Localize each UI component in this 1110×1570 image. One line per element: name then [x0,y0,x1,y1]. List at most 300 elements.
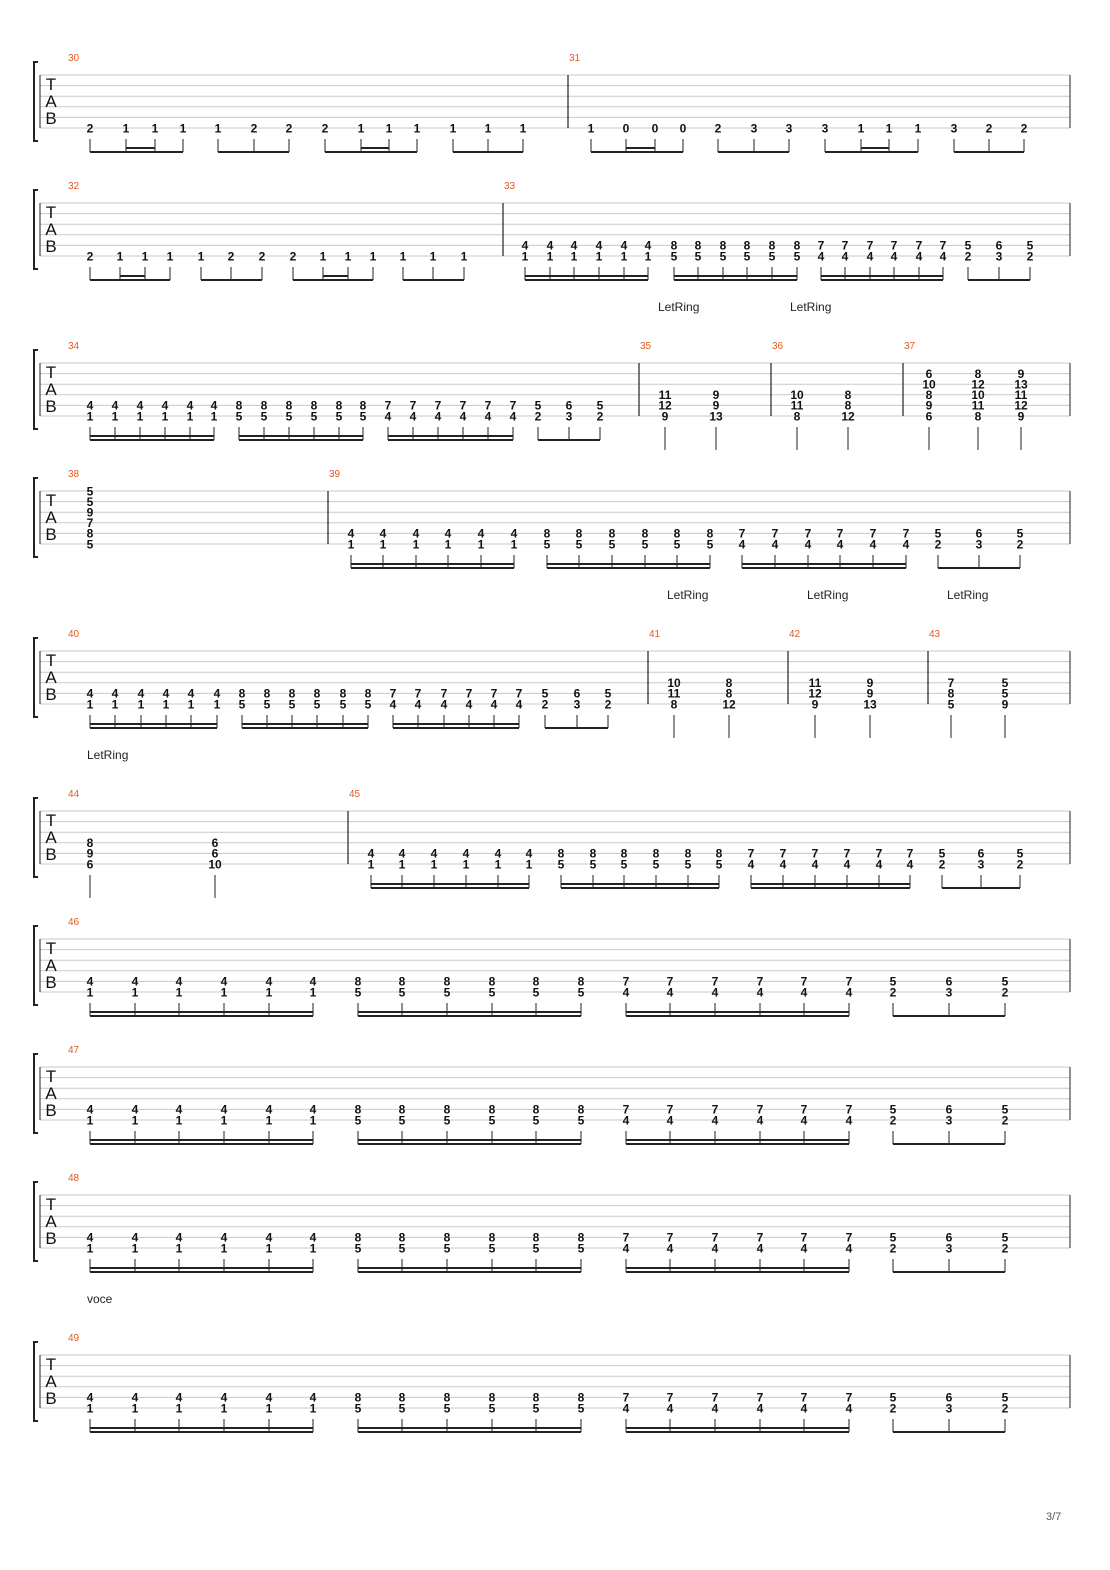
fret-number: 3 [565,409,573,424]
fret-number: 8 [238,686,246,701]
fret-number: 7 [409,398,417,413]
fret-number: 1 [213,697,221,712]
fret-number: 4 [111,398,119,413]
fret-number: 4 [484,409,492,424]
fret-number: 4 [756,985,764,1000]
fret-number: 7 [800,974,808,989]
fret-number: 4 [367,846,375,861]
fret-number: 1 [857,121,865,136]
fret-number: 5 [620,857,628,872]
fret-number: 4 [347,526,355,541]
fret-number: 0 [679,121,687,136]
fret-number: 5 [1016,846,1024,861]
fret-number: 4 [902,537,910,552]
fret-number: 4 [465,697,473,712]
fret-number: 8 [313,686,321,701]
measure-number: 43 [929,629,941,640]
fret-number: 3 [750,121,758,136]
tab-clef-letter: B [45,397,57,416]
tab-clef-letter: T [45,1195,57,1214]
fret-number: 5 [313,697,321,712]
tab-clef-letter: A [45,1372,57,1391]
fret-number: 4 [666,1401,674,1416]
fret-number: 5 [354,1401,362,1416]
fret-number: 7 [875,846,883,861]
fret-number: 5 [398,985,406,1000]
fret-number: 11 [1014,388,1028,403]
fret-number: 7 [845,1230,853,1245]
fret-number: 4 [915,249,923,264]
fret-number: 8 [974,366,982,381]
fret-number: 8 [706,526,714,541]
fret-number: 8 [608,526,616,541]
fret-number: 5 [285,409,293,424]
fret-number: 4 [804,537,812,552]
fret-number: 5 [86,494,94,509]
fret-number: 2 [714,121,722,136]
fret-number: 4 [845,1113,853,1128]
fret-number: 3 [573,697,581,712]
fret-number: 2 [1001,1241,1009,1256]
fret-number: 1 [162,697,170,712]
fret-number: 5 [488,1401,496,1416]
fret-number: 1 [151,121,159,136]
fret-number: 7 [756,1230,764,1245]
fret-number: 5 [488,1113,496,1128]
fret-number: 4 [509,409,517,424]
fret-number: 2 [227,249,235,264]
fret-number: 5 [577,1401,585,1416]
fret-number: 4 [444,526,452,541]
fret-number: 10 [790,388,804,403]
fret-number: 8 [652,846,660,861]
measure-number: 36 [772,341,784,352]
fret-number: 9 [1001,697,1009,712]
fret-number: 4 [521,238,529,253]
fret-number: 4 [186,398,194,413]
fret-number: 4 [666,1241,674,1256]
fret-number: 5 [443,1241,451,1256]
measure-number: 48 [68,1173,80,1184]
fret-number: 5 [1016,526,1024,541]
tab-clef-letter: B [45,845,57,864]
fret-number: 5 [1026,238,1034,253]
fret-number: 11 [667,686,681,701]
fret-number: 8 [86,836,94,851]
fret-number: 7 [711,1390,719,1405]
fret-number: 7 [389,686,397,701]
fret-number: 1 [166,249,174,264]
fret-number: 4 [711,985,719,1000]
fret-number: 8 [725,686,733,701]
system-bracket [34,62,38,141]
fret-number: 5 [604,686,612,701]
fret-number: 5 [541,686,549,701]
fret-number: 8 [263,686,271,701]
fret-number: 0 [622,121,630,136]
fret-number: 3 [945,1113,953,1128]
fret-number: 4 [86,686,94,701]
fret-number: 1 [885,121,893,136]
fret-number: 5 [443,985,451,1000]
fret-number: 7 [804,526,812,541]
fret-number: 5 [577,985,585,1000]
fret-number: 11 [658,388,672,403]
fret-number: 8 [354,1230,362,1245]
fret-number: 6 [995,238,1003,253]
fret-number: 6 [945,1390,953,1405]
fret-number: 2 [1020,121,1028,136]
fret-number: 1 [197,249,205,264]
fret-number: 4 [414,697,422,712]
fret-number: 1 [220,1241,228,1256]
fret-number: 4 [398,846,406,861]
fret-number: 8 [398,1102,406,1117]
fret-number: 5 [86,484,94,499]
fret-number: 4 [756,1241,764,1256]
fret-number: 8 [354,974,362,989]
fret-number: 4 [434,409,442,424]
fret-number: 5 [964,238,972,253]
tab-clef-letter: T [45,651,57,670]
fret-number: 5 [706,537,714,552]
fret-number: 3 [945,1401,953,1416]
fret-number: 2 [964,249,972,264]
fret-number: 2 [889,985,897,1000]
fret-number: 6 [977,846,985,861]
fret-number: 11 [808,676,822,691]
fret-number: 1 [519,121,527,136]
fret-number: 1 [136,409,144,424]
fret-number: 5 [398,1241,406,1256]
fret-number: 4 [510,526,518,541]
tab-clef-letter: A [45,1084,57,1103]
fret-number: 4 [309,974,317,989]
system-bracket [34,1342,38,1421]
fret-number: 8 [694,238,702,253]
fret-number: 5 [532,1241,540,1256]
fret-number: 2 [86,121,94,136]
fret-number: 12 [1014,398,1028,413]
fret-number: 5 [715,857,723,872]
fret-number: 1 [210,409,218,424]
fret-number: 7 [484,398,492,413]
fret-number: 1 [462,857,470,872]
fret-number: 5 [260,409,268,424]
fret-number: 1 [86,985,94,1000]
fret-number: 8 [532,974,540,989]
fret-number: 1 [309,1113,317,1128]
fret-number: 7 [666,1230,674,1245]
fret-number: 5 [1001,1230,1009,1245]
fret-number: 8 [589,846,597,861]
fret-number: 6 [945,1230,953,1245]
measure-number: 34 [68,341,80,352]
fret-number: 5 [673,537,681,552]
fret-number: 1 [111,697,119,712]
fret-number: 4 [86,1230,94,1245]
fret-number: 6 [925,409,933,424]
fret-number: 13 [863,697,877,712]
fret-number: 8 [620,846,628,861]
system-bracket [34,1182,38,1261]
fret-number: 4 [462,846,470,861]
fret-number: 2 [985,121,993,136]
fret-number: 1 [347,537,355,552]
fret-number: 4 [459,409,467,424]
tab-clef-letter: A [45,1212,57,1231]
measure-number: 37 [904,341,916,352]
system-bracket [34,350,38,429]
fret-number: 8 [793,238,801,253]
fret-number: 7 [459,398,467,413]
fret-number: 6 [211,846,219,861]
fret-number: 12 [841,409,855,424]
fret-number: 5 [398,1401,406,1416]
fret-number: 11 [971,398,985,413]
fret-number: 4 [265,1230,273,1245]
fret-number: 8 [974,409,982,424]
fret-number: 1 [399,249,407,264]
fret-number: 4 [131,1390,139,1405]
fret-number: 2 [889,1113,897,1128]
fret-number: 1 [412,537,420,552]
fret-number: 5 [443,1401,451,1416]
fret-number: 4 [666,1113,674,1128]
fret-number: 8 [577,1390,585,1405]
fret-number: 8 [359,398,367,413]
fret-number: 4 [136,398,144,413]
tab-clef-letter: T [45,203,57,222]
fret-number: 4 [771,537,779,552]
fret-number: 4 [666,985,674,1000]
tab-clef-letter: B [45,109,57,128]
fret-number: 2 [321,121,329,136]
fret-number: 3 [977,857,985,872]
fret-number: 5 [1001,1102,1009,1117]
fret-number: 8 [743,238,751,253]
fret-number: 9 [866,676,874,691]
fret-number: 1 [175,1401,183,1416]
fret-number: 13 [1014,377,1028,392]
fret-number: 1 [510,537,518,552]
fret-number: 8 [947,686,955,701]
fret-number: 2 [938,857,946,872]
fret-number: 4 [866,249,874,264]
fret-number: 4 [800,1113,808,1128]
fret-number: 8 [260,398,268,413]
fret-number: 4 [131,974,139,989]
fret-number: 8 [364,686,372,701]
measure-number: 32 [68,181,80,192]
fret-number: 3 [950,121,958,136]
system-bracket [34,926,38,1005]
fret-number: 1 [367,857,375,872]
measure-number: 38 [68,469,80,480]
fret-number: 8 [670,697,678,712]
fret-number: 1 [220,1113,228,1128]
tab-clef-letter: T [45,1355,57,1374]
fret-number: 4 [890,249,898,264]
fret-number: 7 [384,398,392,413]
text-annotation: LetRing [87,748,129,762]
fret-number: 8 [532,1102,540,1117]
fret-number: 13 [709,409,723,424]
fret-number: 5 [889,1230,897,1245]
fret-number: 4 [939,249,947,264]
fret-number: 1 [525,857,533,872]
fret-number: 1 [444,537,452,552]
fret-number: 8 [575,526,583,541]
fret-number: 1 [570,249,578,264]
fret-number: 5 [364,697,372,712]
fret-number: 7 [811,846,819,861]
fret-number: 1 [175,1241,183,1256]
fret-number: 2 [86,249,94,264]
fret-number: 4 [309,1102,317,1117]
fret-number: 1 [477,537,485,552]
fret-number: 1 [309,1241,317,1256]
text-annotation: voce [87,1292,113,1306]
fret-number: 4 [817,249,825,264]
fret-number: 5 [335,409,343,424]
fret-number: 4 [161,398,169,413]
fret-number: 4 [756,1113,764,1128]
fret-number: 1 [644,249,652,264]
fret-number: 9 [712,388,720,403]
fret-number: 4 [811,857,819,872]
fret-number: 8 [488,1102,496,1117]
fret-number: 8 [488,1390,496,1405]
fret-number: 5 [589,857,597,872]
fret-number: 7 [947,676,955,691]
fret-number: 1 [430,857,438,872]
fret-number: 9 [866,686,874,701]
fret-number: 4 [175,1230,183,1245]
fret-number: 5 [354,1241,362,1256]
fret-number: 1 [175,985,183,1000]
fret-number: 5 [889,1390,897,1405]
fret-number: 5 [684,857,692,872]
fret-number: 2 [604,697,612,712]
fret-number: 10 [922,377,936,392]
fret-number: 1 [587,121,595,136]
fret-number: 7 [845,974,853,989]
fret-number: 1 [111,409,119,424]
fret-number: 8 [673,526,681,541]
fret-number: 4 [747,857,755,872]
fret-number: 7 [756,1390,764,1405]
fret-number: 4 [384,409,392,424]
fret-number: 1 [161,409,169,424]
fret-number: 8 [288,686,296,701]
fret-number: 4 [210,398,218,413]
fret-number: 7 [747,846,755,861]
fret-number: 1 [175,1113,183,1128]
fret-number: 8 [532,1390,540,1405]
fret-number: 2 [534,409,542,424]
fret-number: 7 [711,1102,719,1117]
fret-number: 9 [1017,366,1025,381]
measure-number: 33 [504,181,516,192]
fret-number: 5 [532,1113,540,1128]
fret-number: 7 [756,1102,764,1117]
fret-number: 8 [925,388,933,403]
fret-number: 4 [220,1102,228,1117]
fret-number: 4 [494,846,502,861]
fret-number: 5 [793,249,801,264]
fret-number: 1 [220,1401,228,1416]
fret-number: 2 [889,1241,897,1256]
fret-number: 7 [711,1230,719,1245]
fret-number: 2 [1016,537,1024,552]
fret-number: 1 [116,249,124,264]
fret-number: 8 [86,526,94,541]
fret-number: 7 [711,974,719,989]
fret-number: 1 [186,409,194,424]
fret-number: 1 [86,697,94,712]
fret-number: 6 [945,1102,953,1117]
fret-number: 5 [532,985,540,1000]
tab-clef-letter: T [45,75,57,94]
fret-number: 1 [369,249,377,264]
fret-number: 4 [845,1241,853,1256]
fret-number: 4 [836,537,844,552]
fret-number: 7 [845,1390,853,1405]
fret-number: 7 [666,1390,674,1405]
fret-number: 4 [711,1241,719,1256]
fret-number: 1 [86,1113,94,1128]
fret-number: 2 [541,697,549,712]
fret-number: 8 [532,1230,540,1245]
fret-number: 8 [641,526,649,541]
fret-number: 4 [622,985,630,1000]
fret-number: 8 [670,238,678,253]
system-bracket [34,478,38,557]
fret-number: 2 [289,249,297,264]
tab-clef-letter: A [45,220,57,239]
fret-number: 7 [939,238,947,253]
tab-clef-letter: T [45,1067,57,1086]
fret-number: 4 [845,1401,853,1416]
fret-number: 7 [509,398,517,413]
fret-number: 2 [1001,1401,1009,1416]
fret-number: 7 [622,974,630,989]
fret-number: 8 [577,1102,585,1117]
measure-number: 46 [68,917,80,928]
fret-number: 7 [890,238,898,253]
fret-number: 7 [800,1390,808,1405]
fret-number: 8 [443,974,451,989]
fret-number: 5 [534,398,542,413]
fret-number: 12 [808,686,822,701]
fret-number: 7 [414,686,422,701]
tab-clef-letter: A [45,956,57,975]
fret-number: 1 [484,121,492,136]
fret-number: 1 [141,249,149,264]
measure-number: 47 [68,1045,80,1056]
fret-number: 1 [137,697,145,712]
fret-number: 6 [86,857,94,872]
fret-number: 7 [434,398,442,413]
fret-number: 9 [712,398,720,413]
fret-number: 4 [595,238,603,253]
fret-number: 7 [866,238,874,253]
fret-number: 5 [889,1102,897,1117]
tab-clef-letter: B [45,525,57,544]
fret-number: 4 [86,1390,94,1405]
fret-number: 5 [1001,974,1009,989]
